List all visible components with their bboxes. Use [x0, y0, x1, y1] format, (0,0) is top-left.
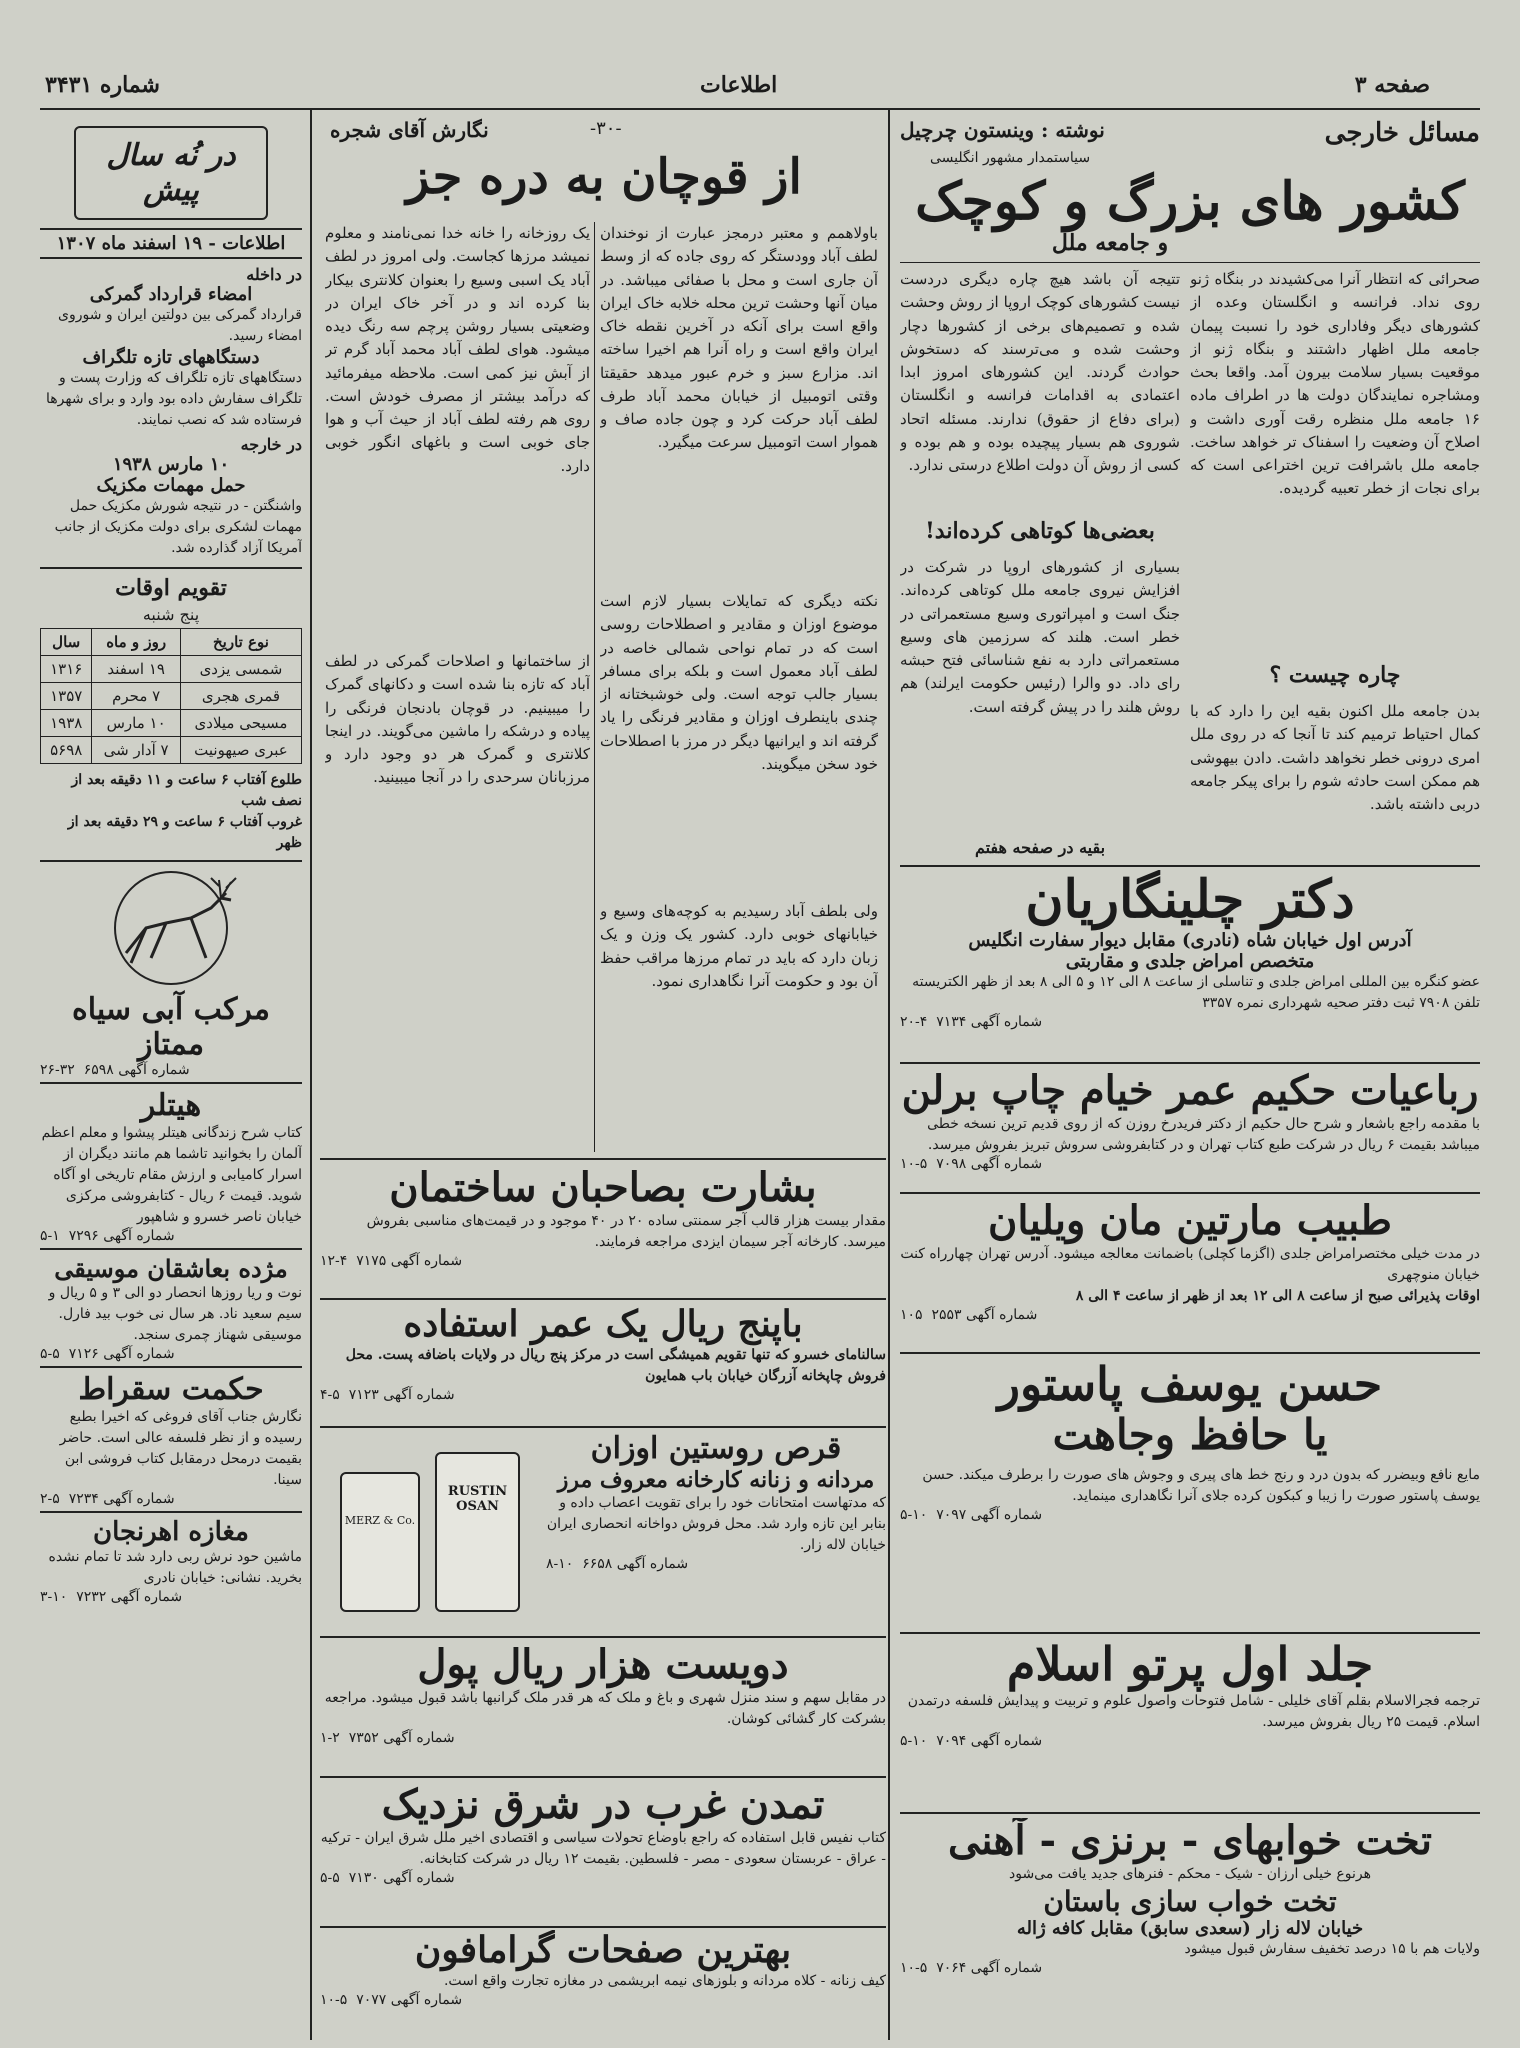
- travel-title: از قوچان به دره جز: [406, 149, 802, 205]
- cal-cell: ۱۹ اسفند: [92, 656, 181, 683]
- left-column: [40, 118, 302, 2040]
- pastor-sub: یا حافظ وجاهت: [1052, 1409, 1328, 1459]
- cal-header: نوع تاریخ: [180, 629, 301, 656]
- subhead-mistakes: بعضی‌ها کوتاهی کرده‌اند!: [925, 518, 1155, 544]
- section-label: مسائل خارجی: [1324, 118, 1480, 148]
- foreign-label: در خارجه: [240, 435, 302, 454]
- west-body: کتاب نفیس قابل استفاده که راجع باوضاع تحولات سیاسی و اقتصادی اخیر ملل شرق ایران - ترکیه - عراق - عربستان سعودی - مصر - فلسطین. بقیمت ۱۲ ریال در شرکت کتابخانه.: [320, 1830, 886, 1867]
- martin-ad-no: شماره آگهی ۲۵۵۳: [931, 1307, 1038, 1323]
- cal-cell: ۷ محرم: [92, 683, 181, 710]
- sunset: غروب آفتاب ۶ ساعت و ۲۹ دقیقه بعد از ظهر: [67, 814, 302, 851]
- travel-byline: نگارش آقای شجره: [330, 118, 489, 142]
- box-image: [435, 1452, 520, 1612]
- ahar-ad-no: شماره آگهی ۷۲۳۲: [76, 1589, 183, 1605]
- table-row: [41, 683, 302, 710]
- divider-right: [888, 110, 890, 2040]
- item2-title: دستگاههای تازه تلگراف: [82, 347, 260, 368]
- builders-ad-code: ۴-۱۲: [320, 1253, 348, 1269]
- money-title: دویست هزار ریال پول: [417, 1642, 789, 1688]
- khayyam-body: با مقدمه راجع باشعار و شرح حال حکیم از دکتر فریدرخ روزن که از روی قدیم ترین نسخه خطی میباشد بقیمت ۶ ریال در شرکت طبع کتاب تهران و در کتابفروشی سروش تبریز بفروش میرسد.: [927, 1116, 1480, 1153]
- ozan-body: که مدتهاست امتحانات خود را برای تقویت اعصاب داده و بنابر این تازه وارد شد. محل فروش دواخانه انحصاری ایران خیابان لاله زار.: [546, 1494, 886, 1553]
- music-ad-code: ۵-۵: [40, 1346, 60, 1362]
- ad-pastor: [900, 1358, 1480, 1628]
- martin-title: طبیب مارتین مان ویلیان: [988, 1198, 1392, 1244]
- pastor-ad-code: ۱۰-۵: [900, 1507, 928, 1524]
- travel-body-5: ولی بلطف آباد رسیدیم به کوچه‌های وسیع و خیابانهای خوبی دارد. کشور یک وزن و یک زبان دارد که باید در تمام مرزها مراقب حفظ آن بود و حکومت آنرا نگاهداری نمود.: [600, 902, 878, 990]
- gramophone-ad-code: ۵-۱۰: [320, 1992, 348, 2009]
- item1-body: قرارداد گمرکی بین دولتین ایران و شوروی امضاء رسید.: [58, 307, 302, 344]
- khayyam-title: رباعیات حکیم عمر خیام چاپ برلن: [901, 1068, 1479, 1114]
- travel-body-3: از ساختمانها و اصلاحات گمرکی در لطف آباد که تازه بنا شده است و دکانهای گمرک را میبینیم. در قوچان بادنجان فرنگی را پیاده و درشکه را ماشین می‌گویند. در اینجا کلانتری و گمرک هر دو وجود دارد و مرزبانان سرحدی را در آنجا میبینید.: [325, 652, 590, 787]
- ahar-ad-code: ۱۰-۳: [40, 1589, 68, 1605]
- pastor-body: مایع نافع وبیضرر که بدون درد و رنج خط های پیری و وجوش های صورت را برطرف میکند. حسن یوسف پاستور صورت را زیبا و کبکون کرده جلای آنرا نگاهداری مینماید.: [922, 1467, 1480, 1505]
- builders-body: مقدار بیست هزار قالب آجر سمنتی ساده ۲۰ در ۴۰ موجود و در قیمت‌های مناسبی بفروش میرسد. کارخانه آجر سیمان ایزدی مراجعه فرمایند.: [366, 1213, 886, 1250]
- item3-title: حمل مهمات مکزیک: [96, 475, 246, 496]
- islam-title: جلد اول پرتو اسلام: [1006, 1638, 1374, 1691]
- sunrise: طلوع آفتاب ۶ ساعت و ۱۱ دقیقه بعد از نصف شب: [71, 772, 302, 809]
- date-line: اطلاعات - ۱۹ اسفند ماه ۱۳۰۷: [40, 228, 302, 259]
- rial-ad-code: ۵-۴: [320, 1387, 340, 1404]
- article-subtitle: و جامعه ملل: [1051, 230, 1169, 256]
- bed-ad-no: شماره آگهی ۷۰۶۴: [936, 1960, 1043, 1976]
- money-ad-no: شماره آگهی ۷۳۵۲: [348, 1730, 455, 1746]
- doctor-title: دکتر چلینگاریان: [1025, 870, 1355, 930]
- continued-note: بقیه در صفحه هفتم: [974, 838, 1106, 857]
- islam-body: ترجمه فجرالاسلام بقلم آقای خلیلی - شامل فتوحات واصول علوم و تربیت و پیدایش فلسفه درتمدن اسلام. قیمت ۲۵ ریال بفروش میرسد.: [907, 1692, 1480, 1730]
- rial-title: باپنج ریال یک عمر استفاده: [403, 1304, 803, 1345]
- domestic-label: در داخله: [246, 265, 302, 284]
- islam-ad-code: ۱۰-۵: [900, 1732, 928, 1749]
- byline: نوشته : وینستون چرچیل: [900, 118, 1105, 142]
- ozan-pkg1: RUSTIN OSAN: [447, 1484, 508, 1514]
- cal-cell: عبری صیهونیت: [180, 737, 301, 764]
- deer-logo-icon: [71, 868, 271, 988]
- ad-west: [320, 1782, 886, 1922]
- article-body-3: بسیاری از کشورهای اروپا در شرکت در افزایش نیروی جامعه ملل کوتاهی کرده‌اند. جنگ است و امپراتوری وسیع مستعمراتی در خطر است. هلند که سرزمین های وسیع مستعمراتی دارد به نفع شناسائی فتح حبشه رای داد. دو والرا (رئیس حکومت ایرلند) هم روش هلند را در پیش گرفته است.: [900, 558, 1180, 716]
- money-ad-code: ۲-۱: [320, 1730, 340, 1746]
- music-body: نوت و ریا روزها انحصار دو الی ۳ و ۵ ریال و سیم سعید ناد. هر سال نی خوب بید فارل. موسیقی شهناز چمری سنجد.: [48, 1285, 302, 1343]
- hitler-ad-code: ۱-۵: [40, 1228, 60, 1244]
- calendar-title: تقویم اوقات: [40, 567, 302, 601]
- issue-label: شماره ۳۴۳۱: [45, 72, 160, 98]
- hekmat-ad-no: شماره آگهی ۷۲۳۴: [68, 1491, 175, 1507]
- ad-ink: [40, 860, 302, 1078]
- ad-khayyam: [900, 1068, 1480, 1188]
- ad-gramophone: [320, 1930, 886, 2040]
- table-row: [41, 656, 302, 683]
- ozan-sub: مردانه و زنانه کارخانه معروف مرز: [557, 1466, 875, 1493]
- hekmat-ad-code: ۵-۲: [40, 1491, 60, 1507]
- cal-cell: ۷ آدار شی: [92, 737, 181, 764]
- pastor-ad-no: شماره آگهی ۷۰۹۷: [936, 1507, 1043, 1524]
- ad-money: [320, 1642, 886, 1772]
- byline-sub: سیاستمدار مشهور انگلیسی: [930, 150, 1091, 166]
- bottle-image: [340, 1472, 420, 1612]
- hekmat-title: حکمت سقراط: [78, 1372, 264, 1407]
- subhead-solution: چاره چیست ؟: [1269, 662, 1401, 688]
- bed-title: تخت خوابهای - برنزی - آهنی: [948, 1818, 1432, 1864]
- ad-rial: [320, 1304, 886, 1424]
- decor-title: در نُه سال پیش: [74, 126, 268, 220]
- martin-body: در مدت خیلی مختصرامراض جلدی (اگزما کچلی) باضمانت معالجه میشود. آدرس تهران چهارراه کنت خیابان منوچهری: [900, 1246, 1480, 1283]
- bed-body: هرنوع خیلی ارزان - شیک - محکم - فنرهای جدید یافت می‌شود: [1008, 1866, 1372, 1882]
- calendar-table: [40, 628, 302, 764]
- ad-hekmat: [40, 1366, 302, 1507]
- bed-ad-code: ۵-۱۰: [900, 1960, 928, 1976]
- ink-ad-title: مرکب آبی سیاه ممتاز: [72, 992, 270, 1062]
- item1-title: امضاء قرارداد گمرکی: [89, 284, 253, 305]
- music-ad-no: شماره آگهی ۷۱۲۶: [68, 1346, 175, 1362]
- cal-header: روز و ماه: [92, 629, 181, 656]
- khayyam-ad-no: شماره آگهی ۷۰۹۸: [936, 1156, 1043, 1172]
- item2-body: دستگاههای تازه تلگراف که وزارت پست و تلگراف سفارش داده بود وارد و برای شهرها فرستاده شد که نصب نمایند.: [46, 370, 302, 428]
- hitler-ad-no: شماره آگهی ۷۲۹۶: [68, 1228, 175, 1244]
- bed-store: تخت خواب سازی باستان: [1043, 1885, 1337, 1918]
- builders-title: بشارت بصاحبان ساختمان: [389, 1165, 817, 1211]
- cal-cell: مسیحی میلادی: [180, 710, 301, 737]
- cal-cell: ۱۹۳۸: [41, 710, 92, 737]
- rial-ad-no: شماره آگهی ۷۱۲۳: [348, 1387, 455, 1404]
- article-body-4: بدن جامعه ملل اکنون بقیه این را دارد که با کمال احتیاط ترمیم کند تا آنجا که در روی ملل امری درونی خطر نخواهد داشت. دادن بیهوشی هم ممکن است حادثه شوم را برای پیکر جامعه دربی داشته باشد.: [1190, 702, 1480, 813]
- builders-ad-no: شماره آگهی ۷۱۷۵: [356, 1253, 463, 1269]
- divider-left: [310, 110, 312, 2040]
- product-package: [330, 1442, 530, 1622]
- bed-note: ولایات هم با ۱۵ درصد تخفیف سفارش قبول میشود: [1184, 1941, 1480, 1957]
- article-title: کشور های بزرگ و کوچک: [915, 171, 1465, 232]
- hitler-title: هیتلر: [140, 1088, 202, 1123]
- money-body: در مقابل سهم و سند منزل شهری و باغ و ملک که هر قدر ملک گرانبها باشد قبول میشود. مراجعه بشرکت کار گشائی کوشان.: [324, 1690, 886, 1727]
- rial-body: سالنامای خسرو که تنها تقویم همیشگی است در مرکز پنج ریال در ولایات باضافه پست. محل فروش چاپخانه آزرگان خیابان باب همایون: [345, 1347, 886, 1385]
- article-body-2: صحرائی که انتظار آنرا می‌کشیدند در بنگاه ژنو روی نداد. فرانسه و انگلستان وعده از کشورهای دیگر وفاداری خود را نسبت پیمان جامعه ملل اظهار داشتند و بنگاه ژنو از موقعیت بسیار سلامت بیرون آمد. واقعا بحث ومشاجره نمایندگان دولت ها در اطراف ماده ۱۶ جامعه ملل منظره رقت آوری داشت و اصلاح آن وضعیت را اسفناک تر خواهد ساخت. جامعه ملل باشرافت ترین اختراعی است که برای نجات از خطر تعبیه گردیده.: [1190, 270, 1480, 498]
- cal-cell: قمری هجری: [180, 683, 301, 710]
- west-ad-no: شماره آگهی ۷۱۳۰: [348, 1870, 455, 1886]
- martin-ad-code: ۱۰۵: [900, 1307, 923, 1323]
- table-row: [41, 737, 302, 764]
- doctor-ad-code: ۴-۲۰: [900, 1013, 928, 1030]
- gramophone-ad-no: شماره آگهی ۷۰۷۷: [356, 1992, 463, 2009]
- doctor-address: آدرس اول خیابان شاه (نادری) مقابل دیوار سفارت انگلیس: [968, 929, 1412, 951]
- ozan-ad-code: ۱۰-۸: [546, 1555, 574, 1572]
- cal-header: سال: [41, 629, 92, 656]
- cal-cell: ۱۰ مارس: [92, 710, 181, 737]
- ad-martin: [900, 1198, 1480, 1348]
- ozan-ad-no: شماره آگهی ۶۶۵۸: [582, 1555, 689, 1572]
- west-ad-code: ۵-۵: [320, 1870, 340, 1886]
- cal-cell: ۱۳۱۶: [41, 656, 92, 683]
- ink-ad-code: ۳۲-۲۶: [40, 1062, 75, 1078]
- item3-body: واشنگتن - در نتیجه شورش مکزیک حمل مهمات لشکری برای دولت مکزیک از جانب آمریکا آزاد گذارده شد.: [54, 498, 302, 556]
- cal-cell: ۱۳۵۷: [41, 683, 92, 710]
- ozan-title: قرص روستین اوزان: [590, 1432, 842, 1466]
- ad-music: [40, 1248, 302, 1362]
- travel-body-1: باولاهمم و معتبر درمجز عبارت از نوخندان لطف آباد وودستگر که روی جاده که از وسط آن جاری است و محل با صفائی میباشد. در میان آنها وحشت ترین محله خلابه خاک ایران واقع است برای آنکه در آخرین نقطه خاک ایران واقع است و راه آنرا هم اخیرا ساخته اند. مزارع سبز و خرم عبور میدهد حقیقتا وقتی اتومبیل از خیابان محمد آباد طرف لطف آباد حرکت کرد و چون جاده صاف و هموار است اتومبیل سرعت میگیرد.: [600, 224, 878, 452]
- date2: ۱۰ مارس ۱۹۳۸: [112, 454, 230, 475]
- ahar-title: مغازه اهرنجان: [93, 1517, 249, 1547]
- ad-ahar: [40, 1511, 302, 1605]
- ad-bed: [900, 1818, 1480, 2040]
- khayyam-ad-code: ۵-۱۰: [900, 1156, 928, 1172]
- hekmat-body: نگارش جناب آقای فروغی که اخیرا بطبع رسیده و از نظر فلسفه عالی است. حاضر بقیمت درمحل درمقابل کتاب فروشی ابن سینا.: [59, 1409, 302, 1488]
- page-number-mid: -۳۰-: [590, 118, 622, 139]
- doctor-ad-no: شماره آگهی ۷۱۳۴: [936, 1013, 1043, 1030]
- ad-ozan: [320, 1432, 886, 1632]
- gramophone-title: بهترین صفحات گرامافون: [414, 1930, 792, 1971]
- doctor-specialty: متخصص امراض جلدی و مقاربتی: [1065, 950, 1315, 972]
- ink-ad-no: شماره آگهی ۶۵۹۸: [83, 1062, 190, 1078]
- ad-islam: [900, 1638, 1480, 1808]
- gramophone-body: کیف زنانه - کلاه مردانه و بلوزهای نیمه ابریشمی در مغازه تجارت واقع است.: [443, 1973, 886, 1990]
- table-row: [41, 710, 302, 737]
- west-title: تمدن غرب در شرق نزدیک: [381, 1782, 825, 1828]
- bed-address: خیابان لاله زار (سعدی سابق) مقابل کافه ژاله: [1016, 1918, 1364, 1939]
- ad-builders: [320, 1165, 886, 1295]
- music-title: مژده بعاشقان موسیقی: [54, 1254, 288, 1283]
- paper-name: اطلاعات: [700, 72, 778, 98]
- masthead-rule: [40, 108, 1480, 110]
- travel-body-2: یک روزخانه را خانه خدا نمی‌نامند و معلوم نمیشد مرزها کجاست. ولی امروز در لطف آباد یک اسبی وسیع را بعنوان کلانتری بیکار بنا کرده اند و در آخر خاک ایران در وضعیتی بسیار روشن پرچم سه رنگ دیده میشود. هوای لطف آباد محمد آباد گرم تر از آبش نیز کمی است. ملاحظه میفرمائید که درآمد بیشتر از مصرف خودش است. روی هم رفته لطف آباد از حیث آب و هوا جای خوبی است و باغهای انگور خوبی دارد.: [325, 224, 590, 475]
- travel-body-4: نکته دیگری که تمایلات بسیار لازم است موضوع اوزان و مقادیر و اصطلاحات روسی است که در تمام نواحی شمالی خاصه در لطف آباد معمول است و بلکه برای مسافر بسیار جالب توجه است. ولی خوشبختانه از چندی باینطرف اوزان و مقادیر فرنگی را یاد گرفته اند و ایرانیها دیگر در مرز با اصطلاحات خود سخن میگویند.: [600, 592, 878, 773]
- doctor-body: عضو کنگره بین المللی امراض جلدی و تناسلی از ساعت ۸ الی ۱۲ و ۵ الی ۸ بعد از ظهر الکتریسته تلفن ۷۹۰۸ ثبت دفتر صحیه شهرداری نمره ۳۳۵۷: [912, 973, 1480, 1011]
- hitler-body: کتاب شرح زندگانی هیتلر پیشوا و معلم اعظم آلمان را بخوانید تاشما هم مانند دیگران از اسرار کامیابی و ارزش مقام تاریخی او آگاه شوید. قیمت ۶ ریال - کتابفروشی مرکزی خیابان ناصر خسرو و شاهپور: [41, 1125, 302, 1225]
- ozan-pkg2: MERZ & Co.: [344, 1514, 416, 1527]
- ahar-body: ماشین حود نرش ربی دارد شد تا تمام نشده بخرید. نشانی: خیابان نادری: [48, 1549, 302, 1586]
- article-body-1: تتیجه آن باشد هیچ چاره دیگری دردست نیست کشورهای کوچک اروپا از روش وحشت شده و تصمیم‌های برخی از کشورها دچار وحشت شده و می‌ترسند که دستخوش حوادث گردند. این کشورهای امروز ابدا اعتمادی به اقدامات فرانسه و انگلستان (برای دفاع از حقوق) ندارند. مسئله اتحاد شوروی هم بسیار پیچیده بوده و هم بوده و کسی از روش آن دولت اطلاع درستی ندارد.: [900, 270, 1180, 474]
- pastor-title: حسن یوسف پاستور: [997, 1358, 1383, 1411]
- islam-ad-no: شماره آگهی ۷۰۹۴: [936, 1732, 1043, 1749]
- cal-cell: ۵۶۹۸: [41, 737, 92, 764]
- cal-cell: شمسی یزدی: [180, 656, 301, 683]
- ad-hitler: [40, 1082, 302, 1244]
- martin-hours: اوقات پذیرائی صبح از ساعت ۸ الی ۱۲ بعد از ظهر از ساعت ۴ الی ۸: [1075, 1288, 1480, 1304]
- weekday: پنج شنبه: [142, 605, 200, 624]
- page-label: صفحه ۳: [1354, 72, 1430, 98]
- ad-doctor: [900, 870, 1480, 1060]
